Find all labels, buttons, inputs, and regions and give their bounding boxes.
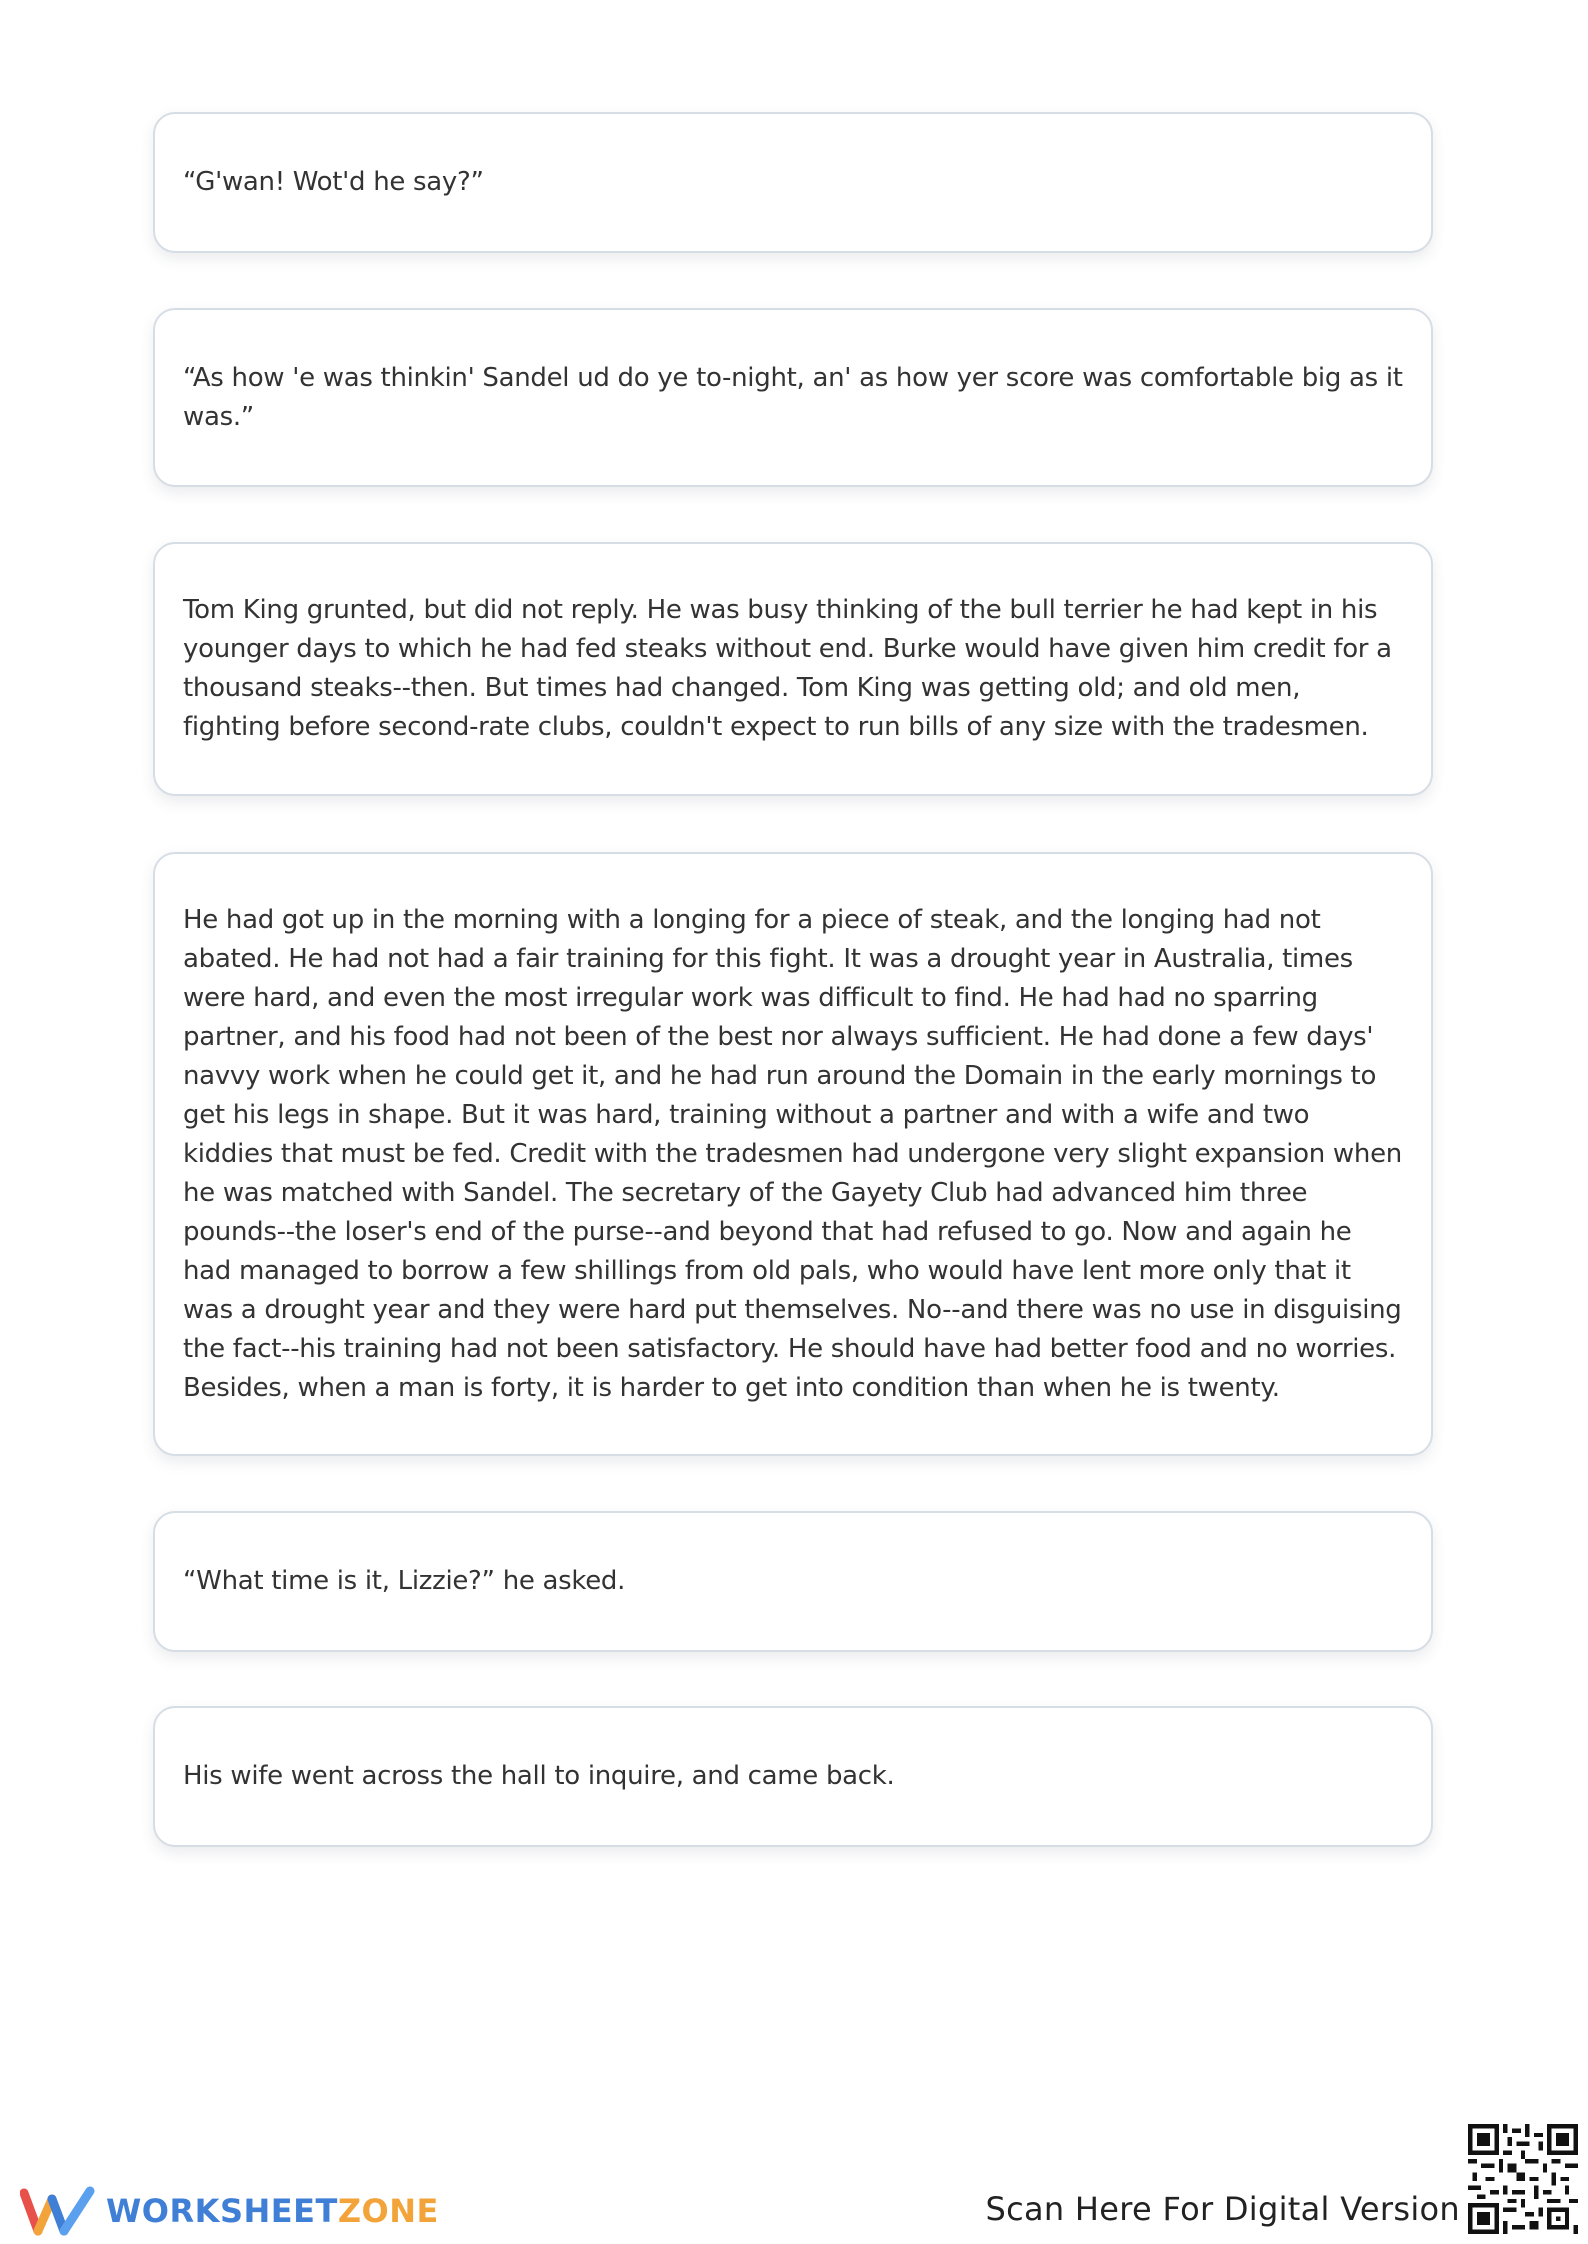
passage-text: “G'wan! Wot'd he say?”	[183, 167, 484, 197]
passage-text: Tom King grunted, but did not reply. He was busy thinking of the bull terrier he had kept in his younger days to which he had fed steaks without end. Burke would have given him credit for a thousand steaks--then. But times had changed. Tom King was getting old; and old men, fighting before second-rate clubs, couldn't expect to run bills of any size with the tradesmen.	[183, 595, 1392, 742]
passage-text: “As how 'e was thinkin' Sandel ud do ye to-night, an' as how yer score was comfortable big as it was.”	[183, 362, 1403, 432]
passage-text: His wife went across the hall to inquire, and came back.	[183, 1761, 895, 1791]
brand-name-part-2: ZONE	[337, 2192, 439, 2230]
passage-card	[153, 1511, 1433, 1652]
passage-card	[153, 852, 1433, 1456]
passage-text: “What time is it, Lizzie?” he asked.	[183, 1566, 626, 1596]
passage-card	[153, 1706, 1433, 1847]
worksheetzone-w-logo-icon	[20, 2185, 96, 2237]
passage-card	[153, 112, 1433, 253]
passage-text: He had got up in the morning with a longing for a piece of steak, and the longing had not abated. He had not had a fair training for this fight. It was a drought year in Australia, times were hard, and even the most irregular work was difficult to find. He had had no sparring partner, and his food had not been of the best nor always sufficient. He had done a few days' navvy work when he could get it, and he had run around the Domain in the early mornings to get his legs in shape. But it was hard, training without a partner and with a wife and two kiddies that must be fed. Credit with the tradesmen had undergone very slight expansion when he was matched with Sandel. The secretary of the Gayety Club had advanced him three pounds--the loser's end of the purse--and beyond that had refused to go. Now and again he had managed to borrow a few shillings from old pals, who would have lent more only that it was a drought year and they were hard put themselves. No--and there was no use in disguising the fact--his training had not been satisfactory. He should have had better food and no worries. Besides, when a man is forty, it is harder to get into condition than when he is twenty.	[183, 904, 1402, 1403]
brand-name-part-1: WORKSHEET	[106, 2192, 338, 2230]
brand-name	[106, 2192, 439, 2230]
brand-logo[interactable]	[20, 2186, 439, 2236]
scan-label: Scan Here For Digital Version	[985, 2190, 1460, 2228]
passage-card	[153, 308, 1433, 487]
passage-card	[153, 542, 1433, 796]
qr-code-icon[interactable]	[1468, 2124, 1578, 2234]
